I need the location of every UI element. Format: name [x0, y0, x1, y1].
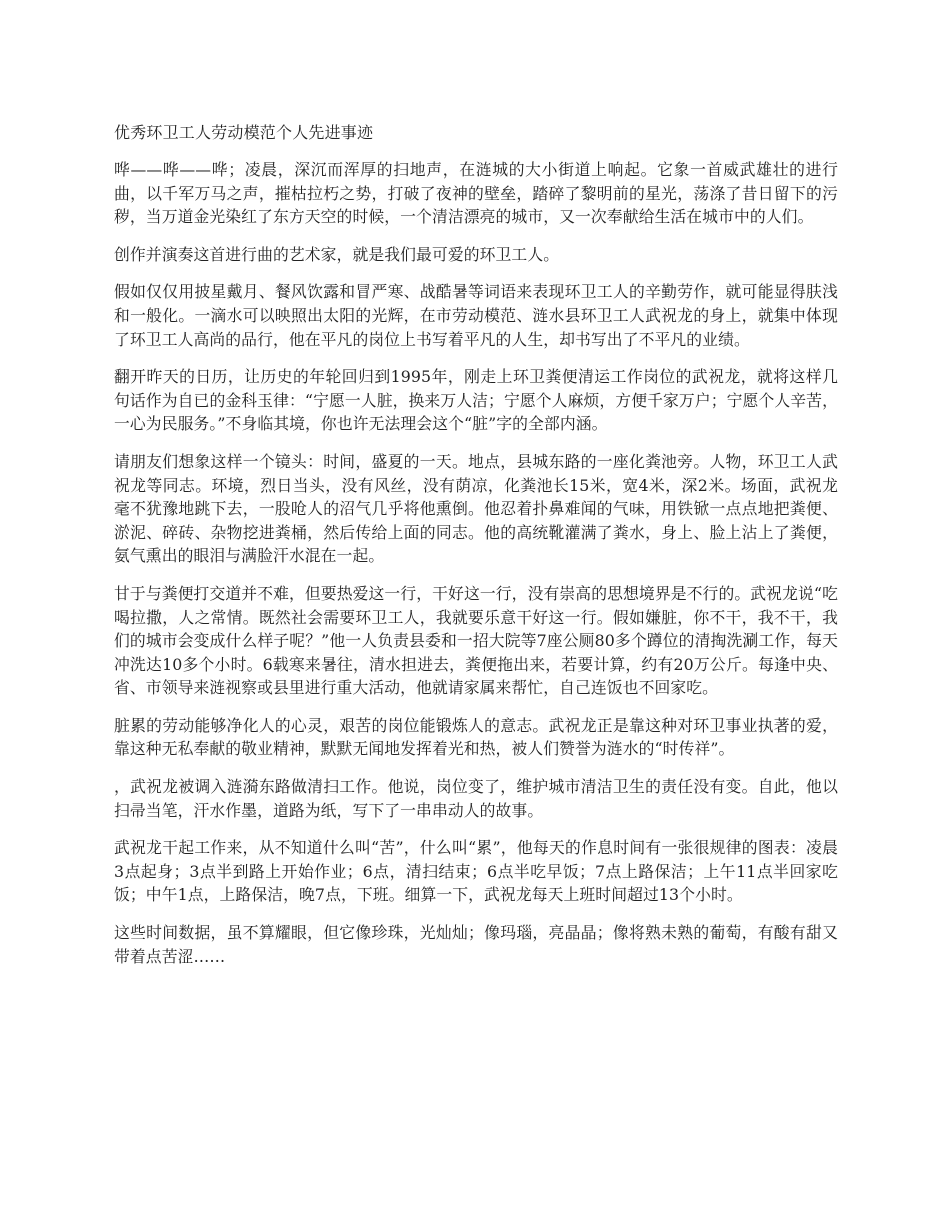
- paragraph-4: 翻开昨天的日历，让历史的年轮回归到1995年，刚走上环卫粪便清运工作岗位的武祝龙，就将这样几句话作为自已的金科玉律：“宁愿一人脏，换来万人洁；宁愿个人麻烦，方便千家万户；宁愿个人辛苦，一心为民服务。”不身临其境，你也许无法理会这个“脏”字的全部内涵。: [114, 367, 838, 434]
- paragraph-2: 创作并演奏这首进行曲的艺术家，就是我们最可爱的环卫工人。: [114, 244, 560, 264]
- paragraph-8: ，武祝龙被调入涟漪东路做清扫工作。他说，岗位变了，维护城市清洁卫生的责任没有变。自此，他以扫帚当笔，汗水作墨，道路为纸，写下了一串串动人的故事。: [114, 777, 838, 820]
- paragraph-6: 甘于与粪便打交道并不难，但要热爱这一行，干好这一行，没有崇高的思想境界是不行的。武祝龙说“吃喝拉撒，人之常情。既然社会需要环卫工人，我就要乐意干好这一行。假如嫌脏，你不干，我不干，我们的城市会变成什么样子呢？”他一人负责县委和一招大院等7座公厕80多个蹲位的清掏洗涮工作，每天冲洗达10多个小时。6载寒来暑往，清水担进去，粪便拖出来，若要计算，约有20万公斤。每逢中央、省、市领导来涟视察或县里进行重大活动，他就请家属来帮忙，自己连饭也不回家吃。: [114, 583, 838, 698]
- document-page: [114, 122, 838, 982]
- paragraph-5: 请朋友们想象这样一个镜头：时间，盛夏的一天。地点，县城东路的一座化粪池旁。人物，环卫工人武祝龙等同志。环境，烈日当头，没有风丝，没有荫凉，化粪池长15米，宽4米，深2米。场面，武祝龙毫不犹豫地跳下去，一股呛人的沼气几乎将他熏倒。他忍着扑鼻难闻的气味，用铁锨一点点地把粪便、淤泥、碎砖、杂物挖进粪桶，然后传给上面的同志。他的高统靴灌满了粪水，身上、脸上沾上了粪便，氨气熏出的眼泪与满脸汗水混在一起。: [114, 451, 838, 566]
- document-title: 优秀环卫工人劳动模范个人先进事迹: [114, 123, 374, 142]
- paragraph-3: 假如仅仅用披星戴月、餐风饮露和冒严寒、战酷暑等词语来表现环卫工人的辛勤劳作，就可能显得肤浅和一般化。一滴水可以映照出太阳的光辉，在市劳动模范、涟水县环卫工人武祝龙的身上，就集中体现了环卫工人高尚的品行，他在平凡的岗位上书写着平凡的人生，却书写出了不平凡的业绩。: [114, 282, 838, 349]
- paragraph-10: 这些时间数据，虽不算耀眼，但它像珍珠，光灿灿；像玛瑙，亮晶晶；像将熟未熟的葡萄，有酸有甜又带着点苦涩……: [114, 923, 838, 966]
- paragraph-7: 脏累的劳动能够净化人的心灵，艰苦的岗位能锻炼人的意志。武祝龙正是靠这种对环卫事业执著的爱，靠这种无私奉献的敬业精神，默默无闻地发挥着光和热，被人们赞誉为涟水的“时传祥”。: [114, 715, 838, 759]
- paragraph-1: 哗——哗——哗；凌晨，深沉而浑厚的扫地声，在涟城的大小街道上响起。它象一首威武雄壮的进行曲，以千军万马之声，摧枯拉朽之势，打破了夜神的壁垒，踏碎了黎明前的星光，荡涤了昔日留下的污秽，当万道金光染红了东方天空的时候，一个清洁漂亮的城市，又一次奉献给生活在城市中的人们。: [114, 160, 838, 227]
- paragraph-9: 武祝龙干起工作来，从不知道什么叫“苦”，什么叫“累”，他每天的作息时间有一张很规律的图表：凌晨3点起身；3点半到路上开始作业；6点，清扫结束；6点半吃早饭；7点上路保洁；上午11点半回家吃饭；中午1点，上路保洁，晚7点，下班。细算一下，武祝龙每天上班时间超过13个小时。: [114, 838, 838, 905]
